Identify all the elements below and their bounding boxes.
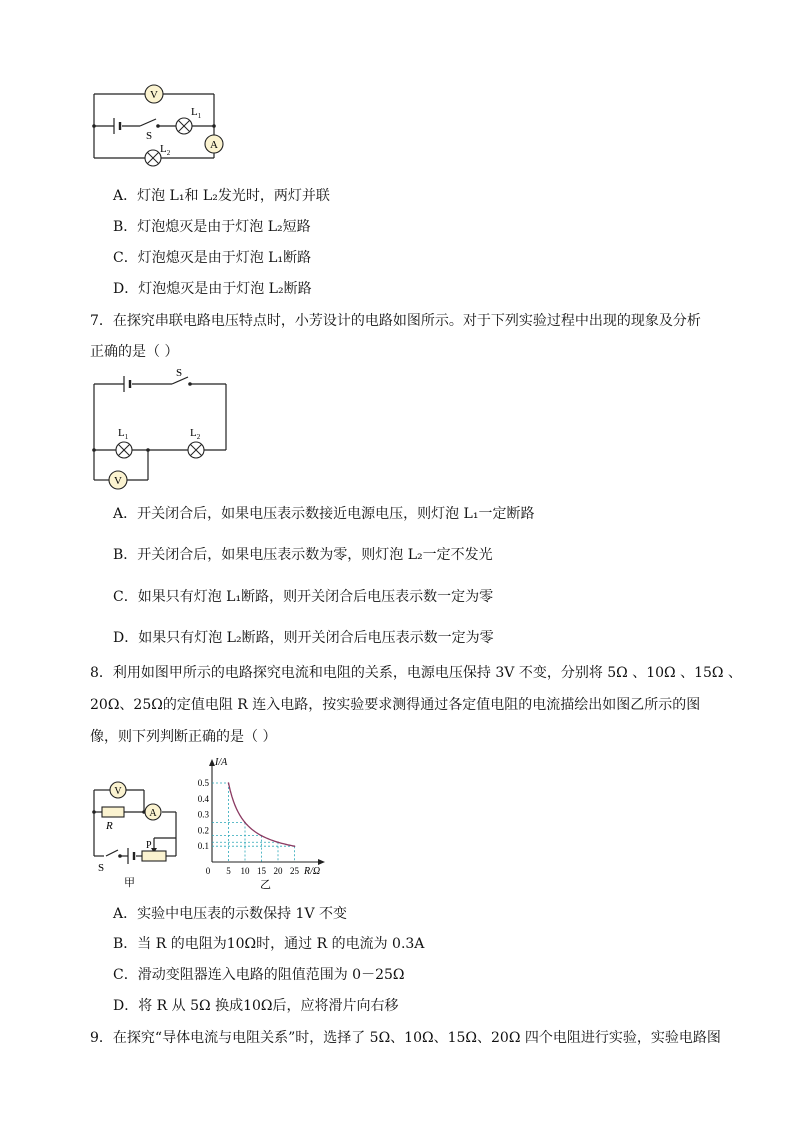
svg-text:V: V xyxy=(114,786,122,797)
y-tick-label: 0.4 xyxy=(197,793,209,804)
q8-option-c: C．滑动变阻器连入电路的阻值范围为 0－25Ω xyxy=(113,967,405,983)
q6-option-c: C．灯泡熄灭是由于灯泡 L₁断路 xyxy=(113,250,312,266)
q6-circuit-diagram xyxy=(88,82,228,168)
q8-stem-line1: 8．利用如图甲所示的电路探究电流和电阻的关系，电源电压保持 3V 不变，分别将 5Ω 、10Ω 、15Ω 、 xyxy=(90,665,742,681)
x-tick-label: 0 xyxy=(205,866,211,876)
lamp-l1-icon xyxy=(176,118,192,134)
ammeter-icon xyxy=(145,804,161,820)
x-tick-label: 25 xyxy=(290,866,299,876)
ammeter-icon xyxy=(205,135,223,153)
q8-option-d: D．将 R 从 5Ω 换成10Ω后，应将滑片向右移 xyxy=(113,998,399,1014)
svg-text:L2: $L_2$ xyxy=(190,427,201,441)
svg-text:V: V xyxy=(150,89,158,101)
x-tick-label: 15 xyxy=(257,866,266,876)
voltmeter-icon xyxy=(145,85,163,103)
q7-circuit-diagram xyxy=(88,368,233,492)
svg-text:甲: 甲 xyxy=(124,877,135,889)
svg-text:S: S xyxy=(98,862,105,874)
q7-option-a: A．开关闭合后，如果电压表示数接近电源电压，则灯泡 L₁一定断路 xyxy=(113,506,535,522)
svg-text:R: R xyxy=(106,820,113,832)
rheostat-icon xyxy=(142,851,166,861)
q6-option-a: A．灯泡 L₁和 L₂发光时，两灯并联 xyxy=(113,188,330,204)
svg-text:L1: $L_1$ xyxy=(118,427,129,441)
resistor-r-icon xyxy=(102,807,124,817)
q6-option-d: D．灯泡熄灭是由于灯泡 L₂断路 xyxy=(113,281,312,297)
x-axis-label: R/Ω xyxy=(304,866,321,877)
svg-text:V: V xyxy=(114,475,122,487)
svg-text:P: P xyxy=(146,840,152,851)
y-tick-label: 0.1 xyxy=(197,841,209,852)
x-tick-label: 20 xyxy=(273,866,283,876)
q8-circuit-diagram xyxy=(88,778,188,890)
svg-text:A: A xyxy=(210,139,218,151)
graph-caption: 乙 xyxy=(260,879,271,891)
y-axis-label: I/A xyxy=(215,757,228,768)
q7-option-c: C．如果只有灯泡 L₁断路，则开关闭合后电压表示数一定为零 xyxy=(113,589,494,605)
q7-stem-line1: 7．在探究串联电路电压特点时，小芳设计的电路如图所示。对于下列实验过程中出现的现象及分析 xyxy=(90,313,701,329)
svg-text:S: S xyxy=(176,368,183,379)
svg-text:L2: $L_2$ xyxy=(160,143,171,157)
q6-option-b: B．灯泡熄灭是由于灯泡 L₂短路 xyxy=(113,219,311,235)
svg-text:A: A xyxy=(149,808,157,819)
voltmeter-icon xyxy=(110,782,126,798)
q7-option-b: B．开关闭合后，如果电压表示数为零，则灯泡 L₂一定不发光 xyxy=(113,547,493,563)
q7-option-d: D．如果只有灯泡 L₂断路，则开关闭合后电压表示数一定为零 xyxy=(113,630,494,646)
q8-option-b: B．当 R 的电阻为10Ω时，通过 R 的电流为 0.3A xyxy=(113,936,425,952)
y-tick-label: 0.5 xyxy=(197,778,209,788)
voltmeter-icon xyxy=(109,471,127,489)
svg-text:S: S xyxy=(146,130,153,142)
q9-stem-line1: 9．在探究“导体电流与电阻关系”时，选择了 5Ω、10Ω、15Ω、20Ω 四个电阻进行实验，实验电路图 xyxy=(90,1030,721,1046)
y-tick-label: 0.2 xyxy=(197,825,209,836)
q8-option-a: A．实验中电压表的示数保持 1V 不变 xyxy=(113,906,348,922)
x-tick-label: 5 xyxy=(226,866,231,876)
lamp-l2-icon xyxy=(188,442,204,458)
svg-text:L1: $L_1$ xyxy=(191,106,202,120)
q8-stem-line2: 20Ω、25Ω的定值电阻 R 连入电路，按实验要求测得通过各定值电阻的电流描绘出如图乙所示的图 xyxy=(90,697,701,713)
x-tick-label: 10 xyxy=(240,866,250,876)
lamp-l1-icon xyxy=(116,442,132,458)
q8-stem-line3: 像，则下列判断正确的是（ ） xyxy=(90,729,277,745)
lamp-l2-icon xyxy=(145,150,161,166)
y-tick-label: 0.3 xyxy=(197,809,209,820)
q8-current-resistance-graph xyxy=(190,756,330,892)
q7-stem-line2: 正确的是（ ） xyxy=(90,344,179,360)
